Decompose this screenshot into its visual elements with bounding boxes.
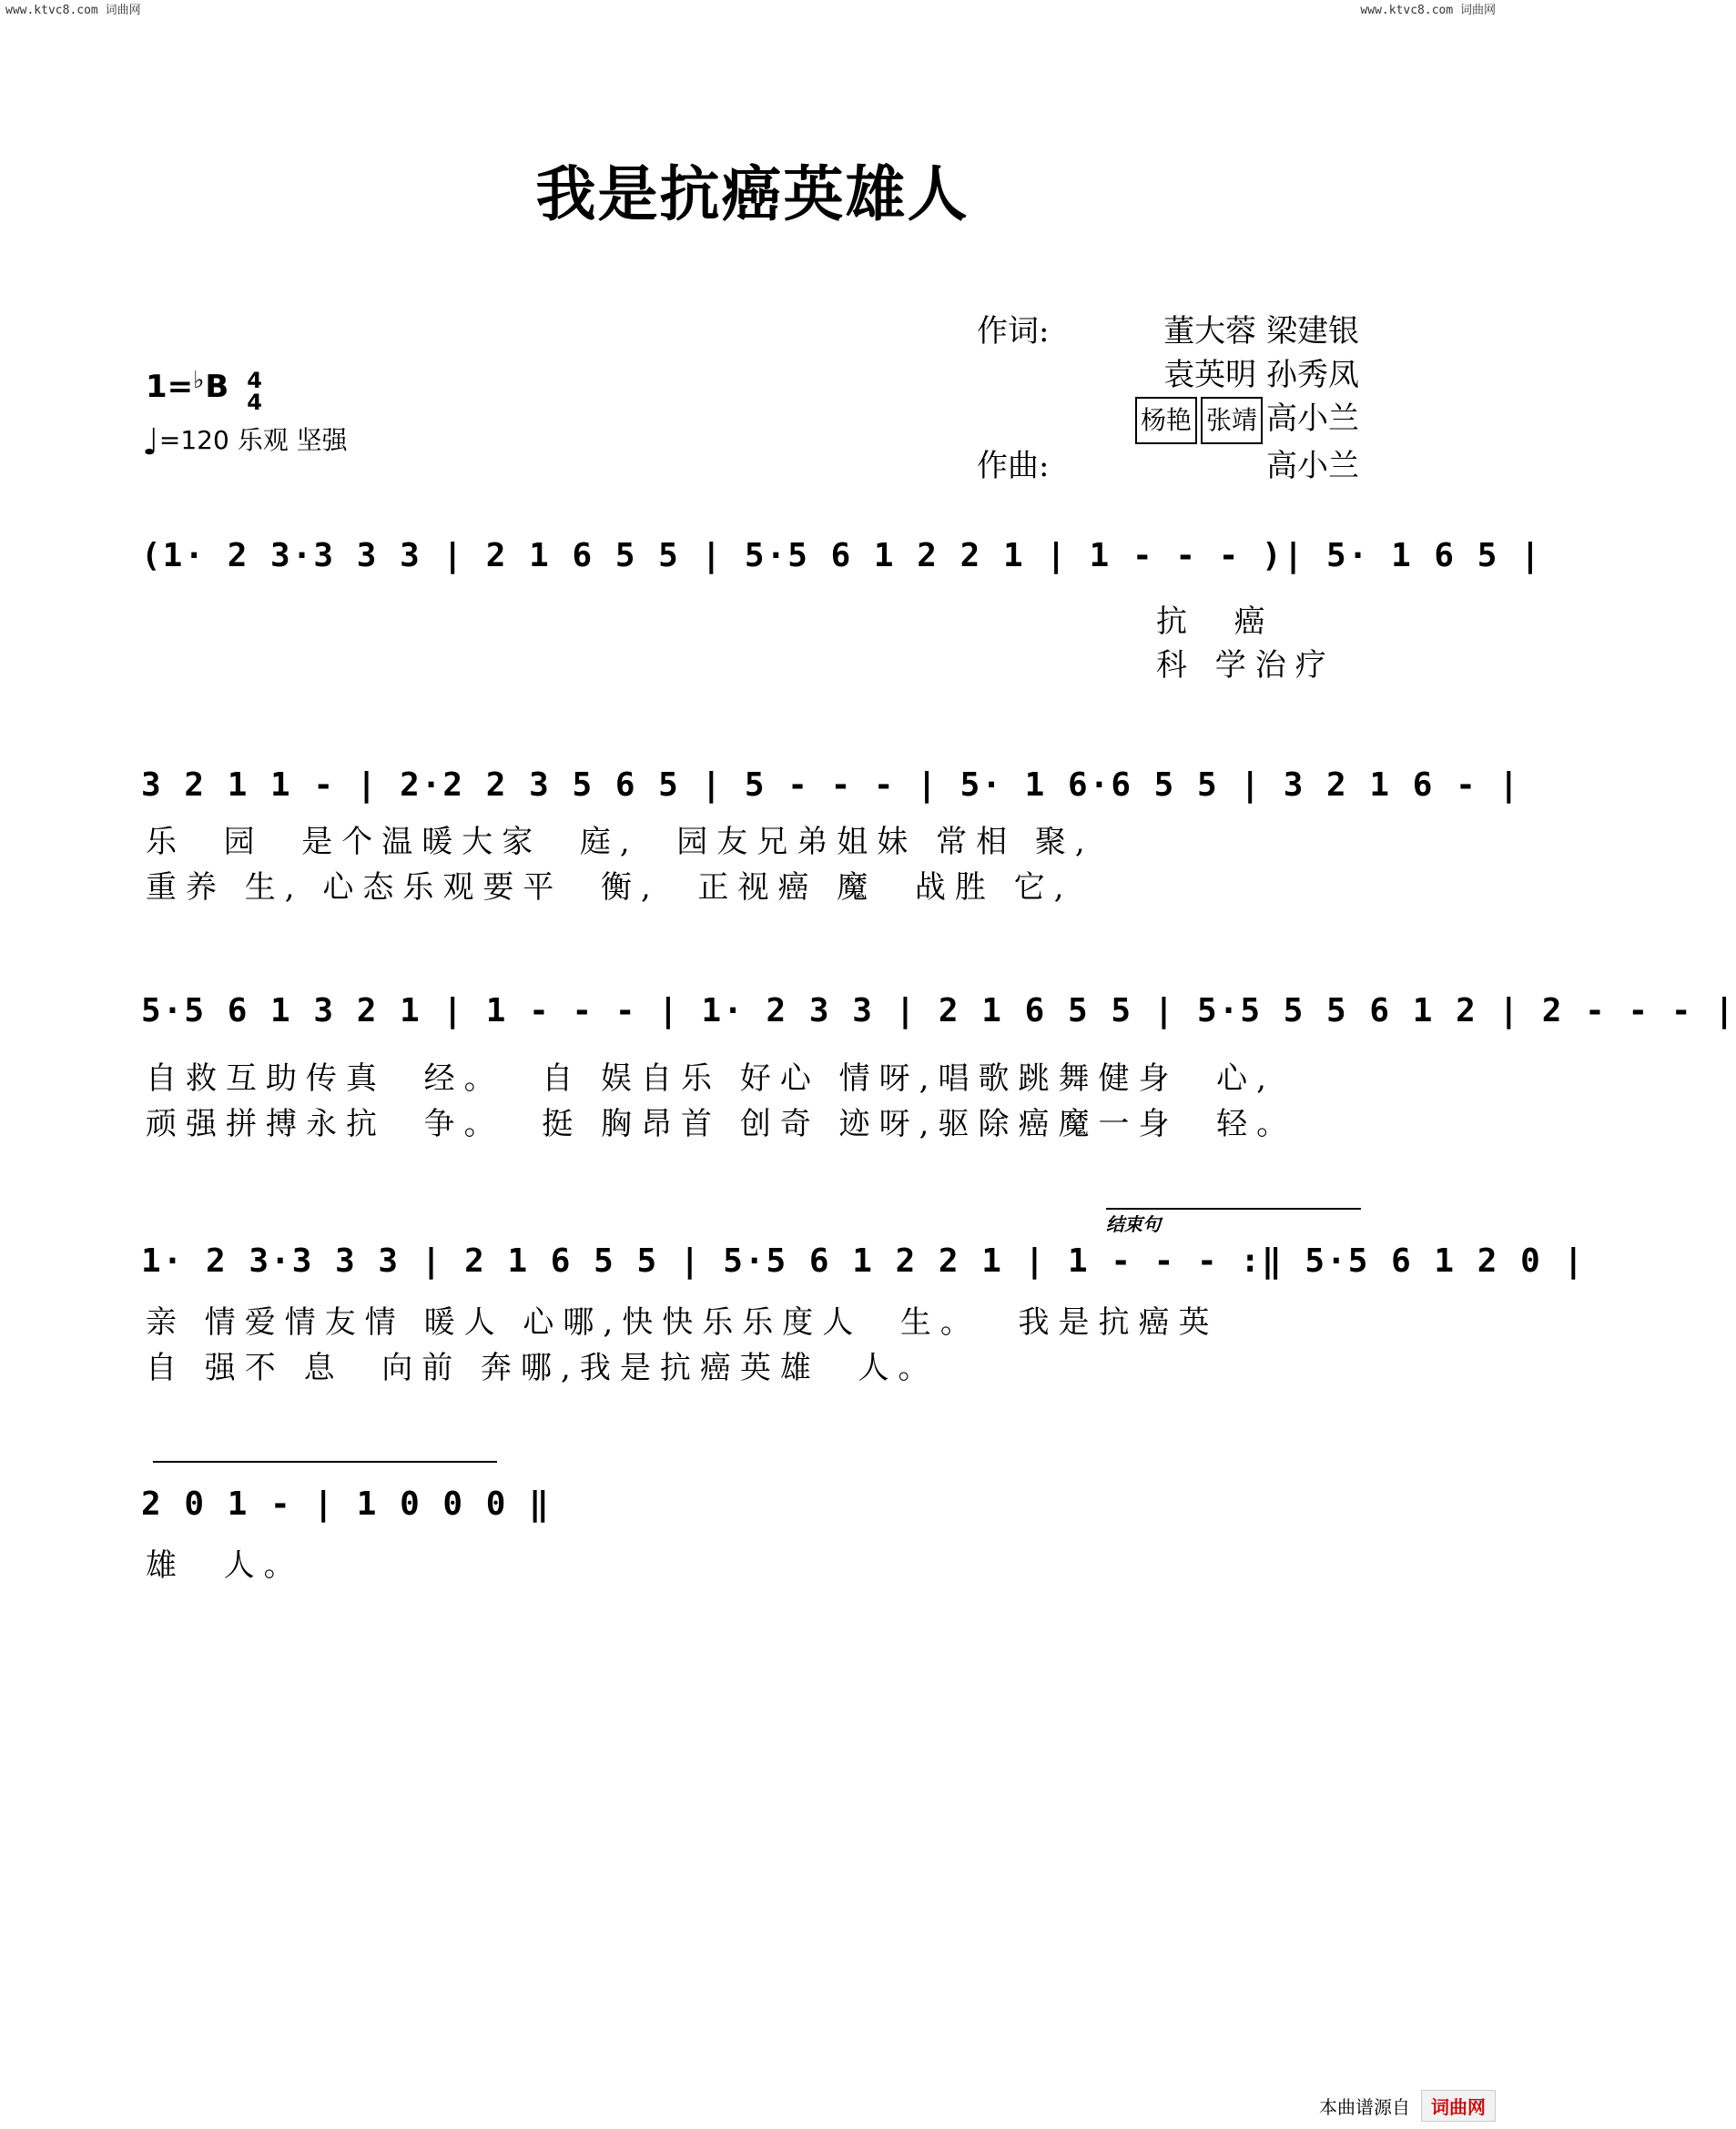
boxed-name-1: 杨艳: [1135, 397, 1197, 444]
ending-bracket: [153, 1461, 497, 1472]
lyricists-3-tail: 高小兰: [1266, 400, 1359, 437]
score-row-5: [141, 1485, 1364, 1540]
lyricist-line-3: [977, 397, 1359, 444]
watermark-right: www.ktvc8.com 词曲网: [1360, 4, 1496, 17]
score-row-1: [141, 537, 1542, 592]
lyricists-2: 袁英明 孙秀凤: [1163, 357, 1359, 393]
credits: [977, 309, 1359, 488]
key-note: B: [205, 369, 229, 405]
key-prefix: 1=: [146, 369, 194, 405]
lyricist-label: 作词:: [977, 313, 1050, 350]
composer: 高小兰: [1266, 448, 1359, 484]
time-top: 4: [247, 368, 262, 393]
lyric-row-1-verse-1: 抗 癌: [1156, 603, 1274, 640]
notes-row-5: 2 0 1 - | 1 0 0 0 ‖: [141, 1485, 551, 1523]
time-bottom: 4: [247, 390, 262, 415]
lyric-row-2-verse-1: 乐 园 是个温暖大家 庭, 园友兄弟姐妹 常相 聚,: [146, 824, 1094, 860]
lyric-row-5-verse-1: 雄 人。: [146, 1547, 304, 1584]
composer-line: [977, 444, 1359, 488]
composer-label: 作曲:: [977, 448, 1050, 484]
lyricists-1: 董大蓉 梁建银: [1163, 313, 1359, 350]
footer-brand[interactable]: 词曲网: [1421, 2090, 1496, 2122]
tempo: [142, 421, 348, 463]
footer-note: 本曲谱源自: [1319, 2096, 1410, 2118]
tempo-expression: 乐观 坚强: [237, 425, 348, 455]
quarter-note-icon: ♩: [142, 421, 159, 463]
notes-row-1: (1· 2 3·3 3 3 | 2 1 6 5 5 | 5·5 6 1 2 2 1 | 1 - - - )| 5· 1 6 5 |: [141, 537, 1542, 574]
ending-label: 结束句: [1106, 1208, 1361, 1236]
lyric-row-4-verse-1: 亲 情爱情友情 暖人 心哪,快快乐乐度人 生。 我是抗癌英: [146, 1304, 1219, 1341]
boxed-name-2: 张靖: [1201, 397, 1263, 444]
score-row-4: [141, 1242, 1586, 1297]
notes-row-2: 3 2 1 1 - | 2·2 2 3 5 6 5 | 5 - - - | 5· 1 6·6 5 5 | 3 2 1 6 - |: [141, 766, 1521, 804]
key-signature: [146, 367, 262, 413]
flat-icon: ♭: [193, 367, 205, 394]
time-signature: [247, 370, 262, 413]
lyricist-line-2: [977, 353, 1359, 397]
song-title: 我是抗癌英雄人: [535, 158, 970, 229]
watermark-left: www.ktvc8.com 词曲网: [5, 4, 141, 17]
lyric-row-3-verse-1: 自救互助传真 经。 自 娱自乐 好心 情呀,唱歌跳舞健身 心,: [146, 1060, 1275, 1097]
score-row-3: [141, 992, 1736, 1047]
notes-row-3: 5·5 6 1 3 2 1 | 1 - - - | 1· 2 3 3 | 2 1 6 5 5 | 5·5 5 5 6 1 2 | 2 - - - |: [141, 992, 1736, 1029]
notes-row-4: 1· 2 3·3 3 3 | 2 1 6 5 5 | 5·5 6 1 2 2 1 | 1 - - - :‖ 5·5 6 1 2 0 |: [141, 1242, 1586, 1280]
score-row-2: [141, 766, 1521, 821]
lyricist-line-1: [977, 309, 1359, 353]
lyric-row-4-verse-2: 自 强不 息 向前 奔哪,我是抗癌英雄 人。: [146, 1350, 939, 1386]
tempo-value: =120: [158, 425, 229, 455]
lyric-row-1-verse-2: 科 学治疗: [1156, 647, 1335, 684]
lyric-row-2-verse-2: 重养 生, 心态乐观要平 衡, 正视癌 魔 战胜 它,: [146, 869, 1073, 906]
footer: [1319, 2090, 1496, 2122]
lyric-row-3-verse-2: 顽强拼搏永抗 争。 挺 胸昂首 创奇 迹呀,驱除癌魔一身 轻。: [146, 1106, 1297, 1142]
